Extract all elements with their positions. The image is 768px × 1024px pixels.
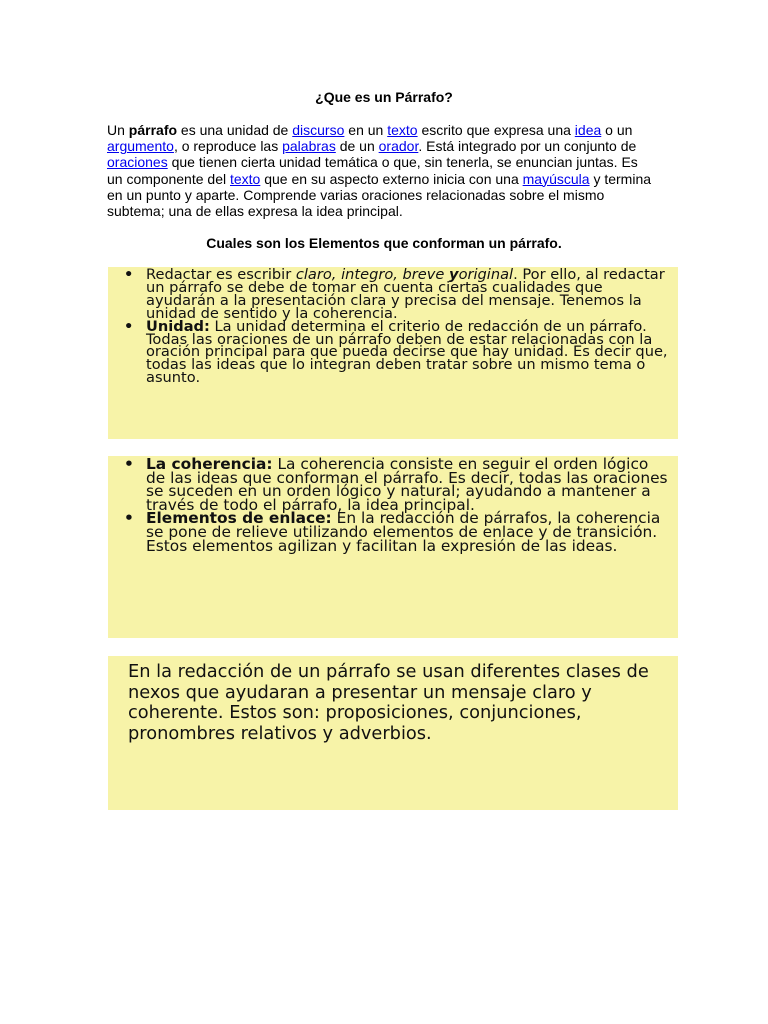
intro-text: y termina en un punto y aparte. Comprende varias oraciones relacionadas sobre el mismo subtema; una de ellas expresa la idea principal. <box>107 170 652 220</box>
bullet-emphasis: original <box>458 266 514 283</box>
link-mayuscula[interactable]: mayúscula <box>522 170 590 187</box>
bullet-emphasis: claro, integro, breve <box>295 266 450 283</box>
slide-paragraph: En la redacción de un párrafo se usan diferentes clases de nexos que ayudaran a presentar un mensaje claro y coherente. Estos son: proposiciones, conjunciones, pronombres relativos y adverbios. <box>128 661 649 744</box>
link-texto-2[interactable]: texto <box>229 170 261 187</box>
link-argumento[interactable]: argumento <box>107 138 174 155</box>
bullet-text: La unidad determina el criterio de redacción de un párrafo. Todas las oraciones de un párrafo deben de estar relacionadas con la oración principal para que pueda decirse que hay unidad. Es decir que, todas las ideas que lo integran deben tratar sobre un mismo tema o asunto. <box>146 317 668 387</box>
intro-text: Un <box>107 122 129 138</box>
bullet-item-redactar <box>122 266 668 322</box>
link-palabras[interactable]: palabras <box>282 138 336 155</box>
intro-text: en un <box>344 122 388 138</box>
intro-text: . Está integrado por un conjunto de <box>418 138 637 155</box>
intro-text: que tienen cierta unidad temática o que, sin tenerla, se enuncian juntas. Es un componente del <box>107 154 638 187</box>
intro-text: que en su aspecto externo inicia con una <box>260 170 523 187</box>
link-orador[interactable]: orador <box>378 138 419 155</box>
bullet-icon: • <box>124 317 134 335</box>
slide-image-nexos <box>108 656 678 810</box>
bullet-term: Unidad: <box>146 317 210 335</box>
bullet-icon: • <box>124 509 134 528</box>
link-texto[interactable]: texto <box>387 122 418 138</box>
bullet-text: Redactar es escribir <box>146 266 296 283</box>
section-heading: Cuales son los Elementos que conforman un párrafo. <box>206 235 562 251</box>
bullet-text: La coherencia consiste en seguir el orden lógico de las ideas que conforman el párrafo. Es decir, todas las oraciones se suceden en un orden lógico y natural; ayudando a mantener a través de todo el párrafo, la idea principal. <box>146 455 668 514</box>
bullet-text: . Por ello, al redactar un párrafo se debe de tomar en cuenta ciertas cualidades que ayudarán a la presentación clara y precisa del mensaje. Tenemos la unidad de sentido y la coherencia. <box>146 266 665 322</box>
bullet-icon: • <box>124 455 134 473</box>
intro-bold-term: párrafo <box>128 122 178 138</box>
intro-text: escrito que expresa una <box>417 122 575 138</box>
bullet-emphasis: y <box>449 266 459 283</box>
intro-paragraph <box>107 122 652 219</box>
link-discurso[interactable]: discurso <box>292 122 345 138</box>
bullet-term: Elementos de enlace: <box>146 509 332 528</box>
link-oraciones[interactable]: oraciones <box>107 154 168 171</box>
bullet-icon: • <box>124 266 134 283</box>
bullet-term: La coherencia: <box>146 455 273 473</box>
bullet-item-elementos-de-enlace <box>122 509 668 555</box>
bullet-item-coherencia <box>122 455 668 514</box>
bullet-text: En la redacción de párrafos, la coherencia se pone de relieve utilizando elementos de enlace y de transición. Estos elementos agilizan y facilitan la expresión de las ideas. <box>146 509 661 555</box>
link-idea[interactable]: idea <box>574 122 602 138</box>
bullet-item-unidad <box>122 317 668 387</box>
intro-text: es una unidad de <box>177 122 293 138</box>
intro-text: , o reproduce las <box>173 138 283 155</box>
slide-image-redaccion <box>108 267 678 439</box>
slide-image-coherencia <box>108 456 678 638</box>
intro-text: o un <box>601 122 633 138</box>
page-title: ¿Que es un Párrafo? <box>315 89 453 105</box>
intro-text: de un <box>335 138 379 155</box>
